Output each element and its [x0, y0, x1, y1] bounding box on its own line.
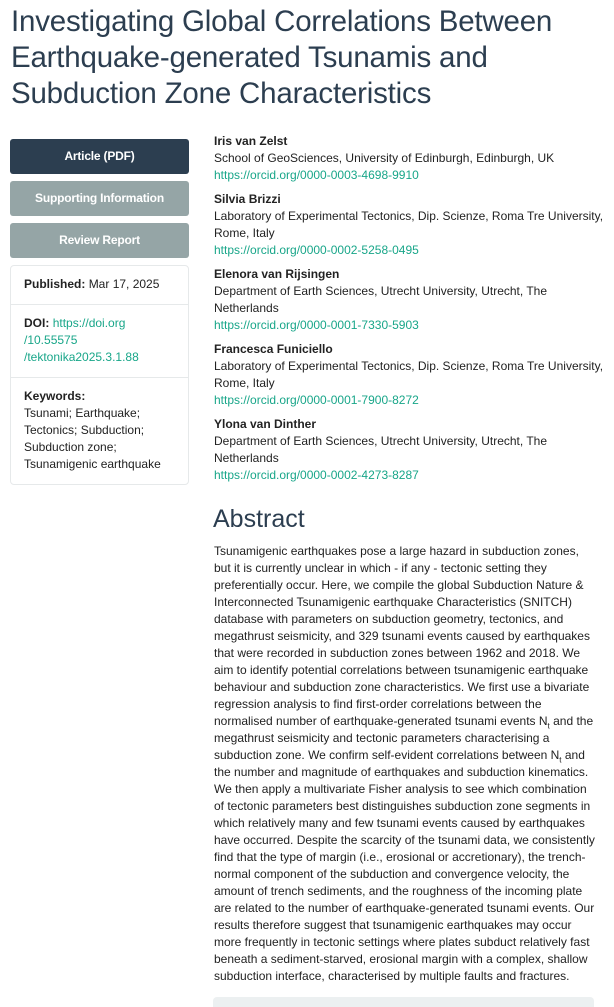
published-date: Mar 17, 2025 [88, 277, 160, 291]
author-name: Elenora van Rijsingen [214, 267, 340, 281]
abstract-heading: Abstract [213, 505, 305, 533]
subscript-t: t [547, 721, 550, 731]
keywords-label: Keywords: [24, 389, 86, 403]
doi-part: /tektonika2025.3.1.88 [24, 350, 139, 364]
orcid-link[interactable]: https://orcid.org/0000-0001-7900-8272 [214, 393, 419, 407]
author-list [214, 133, 604, 491]
author-name: Francesca Funiciello [214, 342, 333, 356]
author-item [214, 416, 604, 484]
author-affiliation: School of GeoSciences, University of Edinburgh, Edinburgh, UK [214, 151, 555, 165]
subscript-t: t [559, 755, 562, 765]
keywords-line: Tsunamigenic earthquake [24, 457, 161, 471]
doi-part: /10.55575 [24, 333, 78, 347]
article-meta-box [10, 265, 189, 485]
published-label: Published: [24, 277, 86, 291]
next-section-box [213, 997, 594, 1007]
author-item [214, 341, 604, 409]
orcid-link[interactable]: https://orcid.org/0000-0002-4273-8287 [214, 468, 419, 482]
orcid-link[interactable]: https://orcid.org/0000-0003-4698-9910 [214, 168, 419, 182]
doi-label: DOI: [24, 316, 50, 330]
review-report-button[interactable]: Review Report [10, 223, 189, 258]
keywords-line: Tectonics; Subduction; [24, 423, 145, 437]
author-item [214, 266, 604, 334]
abstract-part: and the megathrust seismicity and tectonic parameters characterising a subduction zone. We confirm self-evident correlations between N [214, 714, 594, 762]
author-affiliation: Department of Earth Sciences, Utrecht University, Utrecht, The Netherlands [214, 284, 548, 315]
published-section [11, 266, 188, 305]
author-item [214, 191, 604, 259]
author-name: Ylona van Dinther [214, 417, 317, 431]
abstract-text [214, 543, 598, 985]
doi-section [11, 305, 188, 378]
abstract-part: and the number and magnitude of earthquakes and subduction kinematics. We then apply a multivariate Fisher analysis to see which combination of tectonic parameters best distinguishes subduction zone segments in which relatively many and few tsunami events caused by earthquakes have occurred. Despite the scarcity of the tsunami data, we consistently find that the type of margin (i.e., erosional or accretionary), the trench-normal component of the subduction and convergence velocity, the amount of trench sediments, and the roughness of the incoming plate are related to the number of earthquake-generated tsunami events. Our results therefore suggest that tsunamigenic earthquakes may occur more frequently in tectonic settings where plates subduct relatively fast beneath a sediment-starved, erosional margin with a complex, shallow subduction interface, characterised by multiple faults and fractures. [214, 748, 595, 983]
orcid-link[interactable]: https://orcid.org/0000-0002-5258-0495 [214, 243, 419, 257]
article-pdf-button[interactable]: Article (PDF) [10, 139, 189, 174]
abstract-part: Tsunamigenic earthquakes pose a large hazard in subduction zones, but it is currently unclear in which - if any - tectonic setting they preferentially occur. Here, we compile the global Subduction Nature & Interconnected Tsunamigenic earthquake Characteristics (SNITCH) database with parameters on subduction geometry, tectonics, and megathrust seismicity, and 329 tsunami events caused by earthquakes that were recorded in subduction zones between 1962 and 2018. We aim to identify potential correlations between tsunamigenic earthquake behaviour and subduction zone characteristics. We first use a bivariate regression analysis to find first-order correlations between the normalised number of earthquake-generated tsunami events N [214, 544, 590, 728]
keywords-line: Subduction zone; [24, 440, 117, 454]
author-affiliation: Laboratory of Experimental Tectonics, Dip. Scienze, Roma Tre University, Rome, Italy [214, 209, 604, 240]
sidebar [10, 139, 189, 485]
doi-part: https://doi.org [52, 316, 126, 330]
keywords-section [11, 378, 188, 484]
article-title: Investigating Global Correlations Between Earthquake-generated Tsunamis and Subduction Zone Characteristics [11, 5, 553, 110]
author-name: Silvia Brizzi [214, 192, 281, 206]
author-item [214, 133, 604, 184]
orcid-link[interactable]: https://orcid.org/0000-0001-7330-5903 [214, 318, 419, 332]
keywords-line: Tsunami; Earthquake; [24, 406, 141, 420]
author-affiliation: Department of Earth Sciences, Utrecht University, Utrecht, The Netherlands [214, 434, 548, 465]
supporting-information-button[interactable]: Supporting Information [10, 181, 189, 216]
author-name: Iris van Zelst [214, 134, 288, 148]
author-affiliation: Laboratory of Experimental Tectonics, Dip. Scienze, Roma Tre University, Rome, Italy [214, 359, 604, 390]
